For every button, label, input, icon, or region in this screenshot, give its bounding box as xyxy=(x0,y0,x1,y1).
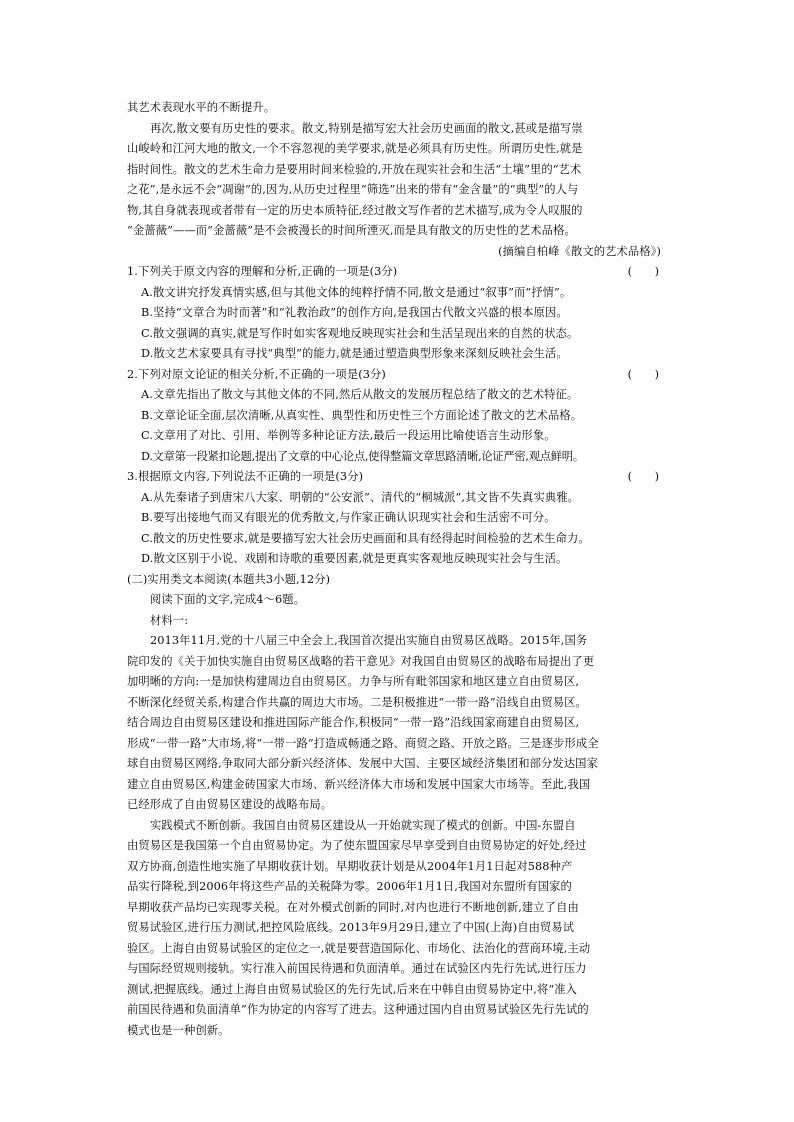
material-para1-line: 形成“一带一路”大市场,将“一带一路”打造成畅通之路、商贸之路、开放之路。三是逐步形成全 xyxy=(127,736,599,750)
material-para2-line: 由贸易区是我国第一个自由贸易协定。为了使东盟国家尽早享受到自由贸易协定的好处,经过 xyxy=(127,839,587,852)
material-para1-line: 不断深化经贸关系,构建合作共赢的周边大市场。二是积极推进“一带一路”沿线自由贸易区。 xyxy=(127,695,587,709)
essay-source: (摘编自柏峰《散文的艺术品格》) xyxy=(498,244,661,258)
essay-line-0: 其艺术表现水平的不断提升。 xyxy=(127,101,276,114)
material-label: 材料一: xyxy=(150,613,189,627)
question-stem: 2.下列对原文论证的相关分析,不正确的一项是(3分) xyxy=(127,367,386,381)
option-b: B.要写出接地气而又有眼光的优秀散文,与作家正确认识现实社会和生活密不可分。 xyxy=(141,511,556,524)
essay-para2-line: 物,其自身就表现或者带有一定的历史本质特征,经过散文写作者的艺术描写,成为令人叹服的 xyxy=(127,203,583,217)
material-para2-line: 模式也是一种创新。 xyxy=(127,1023,230,1037)
material-para2-line: 双方协商,创造性地实施了早期收获计划。早期收获计划是从2004年1月1日起对588种产 xyxy=(127,859,573,873)
essay-para2-line: 山峻岭和江河大地的散文,一个不容忽视的美学要求,就是必须具有历史性。所谓历史性,就是 xyxy=(127,142,583,155)
material-para1-line: 院印发的《关于加快实施自由贸易区战略的若干意见》对我国自由贸易区的战略布局提出了更 xyxy=(127,654,595,668)
answer-parentheses: ( ) xyxy=(627,470,659,483)
material-para1-line: 2013年11月,党的十八届三中全会上,我国首次提出实施自由贸易区战略。2015年,国务 xyxy=(150,634,588,647)
material-para1-line: 已经形成了自由贸易区建设的战略布局。 xyxy=(127,798,333,811)
material-para2-line: 贸易试验区,进行压力测试,把控风险底线。2013年9月29日,建立了中国(上海)自由贸易试 xyxy=(127,921,575,934)
material-para2-line: 实践模式不断创新。我国自由贸易区建设从一开始就实现了模式的创新。中国-东盟自 xyxy=(150,818,576,832)
material-para2-line: 验区。上海自由贸易试验区的定位之一,就是要营造国际化、市场化、法治化的营商环境,主动 xyxy=(127,941,591,955)
material-para2-line: 与国际经贸规则接轨。实行准入前国民待遇和负面清单。通过在试验区内先行先试,进行压力 xyxy=(127,962,587,975)
answer-parentheses: ( ) xyxy=(627,265,659,278)
option-a: A.散文讲究抒发真情实感,但与其他文体的纯粹抒情不同,散文是通过“叙事”而“抒情”。 xyxy=(141,285,572,299)
option-d: D.散文区别于小说、戏剧和诗歌的重要因素,就是更真实客观地反映现实社会与生活。 xyxy=(141,552,568,565)
material-para1-line: 加明晰的方向:一是加快构建周边自由贸易区。力争与所有毗邻国家和地区建立自由贸易区, xyxy=(127,675,580,688)
question-2 xyxy=(127,365,667,468)
question-stem: 3.根据原文内容,下列说法不正确的一项是(3分) xyxy=(127,470,364,483)
material-para1-line: 球自由贸易区网络,争取同大部分新兴经济体、发展中大国、主要区域经济集团和部分发达国家 xyxy=(127,757,598,770)
question-stem: 1.下列关于原文内容的理解和分析,正确的一项是(3分) xyxy=(127,265,398,278)
option-c: C.散文强调的真实,就是写作时如实客观地反映现实社会和生活呈现出来的自然的状态。 xyxy=(141,326,579,340)
page-content xyxy=(127,98,667,1041)
material-para2-line: 早期收获产品均已实现零关税。在对外模式创新的同时,对内也进行不断地创新,建立了自由 xyxy=(127,900,579,914)
essay-para2-line: 再次,散文要有历史性的要求。散文,特别是描写宏大社会历史画面的散文,甚或是描写崇 xyxy=(150,121,583,135)
essay-para2-line: 之花”,是永远不会“凋谢”的,因为,从历史过程里“筛选”出来的带有“金含量”的“典型”的人与 xyxy=(127,183,579,196)
option-b: B.文章论证全面,层次清晰,从真实性、典型性和历史性三个方面论述了散文的艺术品格。 xyxy=(141,408,583,422)
option-a: A.从先秦诸子到唐宋八大家、明朝的“公安派”、清代的“桐城派”,其文皆不失真实典雅。 xyxy=(141,490,580,504)
option-b: B.坚持“文章合为时而著”和“礼教治政”的创作方向,是我国古代散文兴盛的根本原因。 xyxy=(141,306,568,319)
option-d: D.文章第一段紧扣论题,提出了文章的中心论点,使得整篇文章思路清晰,论证严密,观点鲜明。 xyxy=(141,449,584,463)
material-para2-line: 测试,把握底线。通过上海自由贸易试验区的先行先试,后来在中韩自由贸易协定中,将“准入 xyxy=(127,982,578,996)
material-para1-line: 建立自由贸易区,构建金砖国家大市场、新兴经济体大市场和发展中国家大市场等。至此,我国 xyxy=(127,777,591,791)
section-instruction: 阅读下面的文字,完成4～6题。 xyxy=(150,593,306,606)
answer-parentheses: ( ) xyxy=(627,367,659,381)
option-c: C.文章用了对比、引用、举例等多种论证方法,最后一段运用比喻使语言生动形象。 xyxy=(141,429,556,442)
option-a: A.文章先指出了散文与其他文体的不同,然后从散文的发展历程总结了散文的艺术特征。 xyxy=(141,388,579,401)
essay-para2-line: 指时间性。散文的艺术生命力是要用时间来检验的,开放在现实社会和生活“土壤”里的“艺术 xyxy=(127,162,582,176)
option-c: C.散文的历史性要求,就是要描写宏大社会历史画面和具有经得起时间检验的艺术生命力。 xyxy=(141,531,590,545)
option-d: D.散文艺术家要具有寻找“典型”的能力,就是通过塑造典型形象来深刻反映社会生活。 xyxy=(141,347,568,360)
material-para1-line: 结合周边自由贸易区建设和推进国际产能合作,积极同“一带一路”沿线国家商建自由贸易区, xyxy=(127,716,580,729)
essay-para2-line: “金蔷薇”——而“金蔷薇”是不会被漫长的时间所湮灭,而是具有散文的历史性的艺术品格。 xyxy=(127,224,576,237)
section-heading: (二)实用类文本阅读(本题共3小题,12分) xyxy=(127,572,331,586)
question-1 xyxy=(127,262,667,365)
material-para2-line: 前国民待遇和负面清单”作为协定的内容写了进去。这种通过国内自由贸易试验区先行先试的 xyxy=(127,1003,589,1016)
material-para2-line: 品实行降税,到2006年将这些产品的关税降为零。2006年1月1日,我国对东盟所有国家的 xyxy=(127,880,572,893)
question-3 xyxy=(127,467,667,570)
